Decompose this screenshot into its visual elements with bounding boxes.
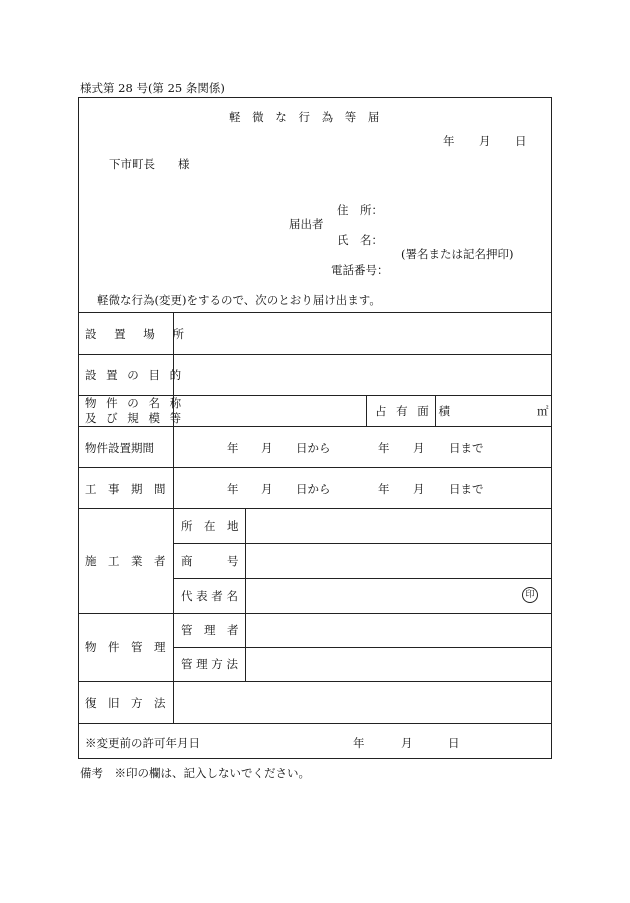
prior-date-day: 日 <box>448 736 460 750</box>
contractor-trade-label: 商 号 <box>181 554 239 568</box>
management-label: 物 件 管 理 <box>85 640 166 654</box>
install-from-month: 月 <box>261 441 273 455</box>
work-to-day: 日まで <box>449 482 484 496</box>
manager-label: 管 理 者 <box>181 623 239 637</box>
seal-mark-icon: 印 <box>522 587 538 603</box>
work-from-day: 日から <box>296 482 331 496</box>
addressee: 下市町長 様 <box>109 157 190 171</box>
notifier-label: 届出者 <box>289 217 324 231</box>
install-period-label: 物件設置期間 <box>85 441 154 455</box>
signature-note: (署名または記名押印) <box>401 247 514 261</box>
work-to-month: 月 <box>413 482 425 496</box>
purpose-label: 設 置 の 目 的 <box>85 368 185 382</box>
prior-date-year: 年 <box>353 736 365 750</box>
install-to-day: 日まで <box>449 441 484 455</box>
notification-form <box>78 97 552 759</box>
statement: 軽微な行為(変更)をするので、次のとおり届け出ます。 <box>97 293 381 307</box>
form-title: 軽 微 な 行 為 等 届 <box>229 110 384 124</box>
method-label: 管 理 方 法 <box>181 657 238 671</box>
work-from-month: 月 <box>261 482 273 496</box>
install-from-year: 年 <box>227 441 239 455</box>
work-to-year: 年 <box>378 482 390 496</box>
install-to-year: 年 <box>378 441 390 455</box>
contractor-rep-label: 代 表 者 名 <box>181 589 238 603</box>
contractor-label: 施 工 業 者 <box>85 554 166 568</box>
contractor-address-label: 所 在 地 <box>181 519 239 533</box>
date-year: 年 <box>443 134 455 148</box>
install-to-month: 月 <box>413 441 425 455</box>
name-label: 氏 名： <box>337 233 383 247</box>
date-day: 日 <box>515 134 527 148</box>
area-unit: ㎡ <box>537 404 549 418</box>
object-name-label-1: 物 件 の 名 称 <box>85 396 185 410</box>
install-from-day: 日から <box>296 441 331 455</box>
footnote: 備考 ※印の欄は、記入しないでください。 <box>80 766 310 780</box>
location-label: 設 置 場 所 <box>85 327 191 341</box>
form-number: 様式第 28 号(第 25 条関係) <box>80 81 225 95</box>
address-label: 住 所： <box>337 203 383 217</box>
prior-date-month: 月 <box>401 736 413 750</box>
restoration-label: 復 旧 方 法 <box>85 696 166 710</box>
date-month: 月 <box>479 134 491 148</box>
work-from-year: 年 <box>227 482 239 496</box>
area-label: 占 有 面 積 <box>375 404 453 418</box>
phone-label: 電話番号： <box>331 263 389 277</box>
object-name-label-2: 及 び 規 模 等 <box>85 411 185 425</box>
prior-permit-label: ※変更前の許可年月日 <box>85 736 200 750</box>
work-period-label: 工 事 期 間 <box>85 482 166 496</box>
